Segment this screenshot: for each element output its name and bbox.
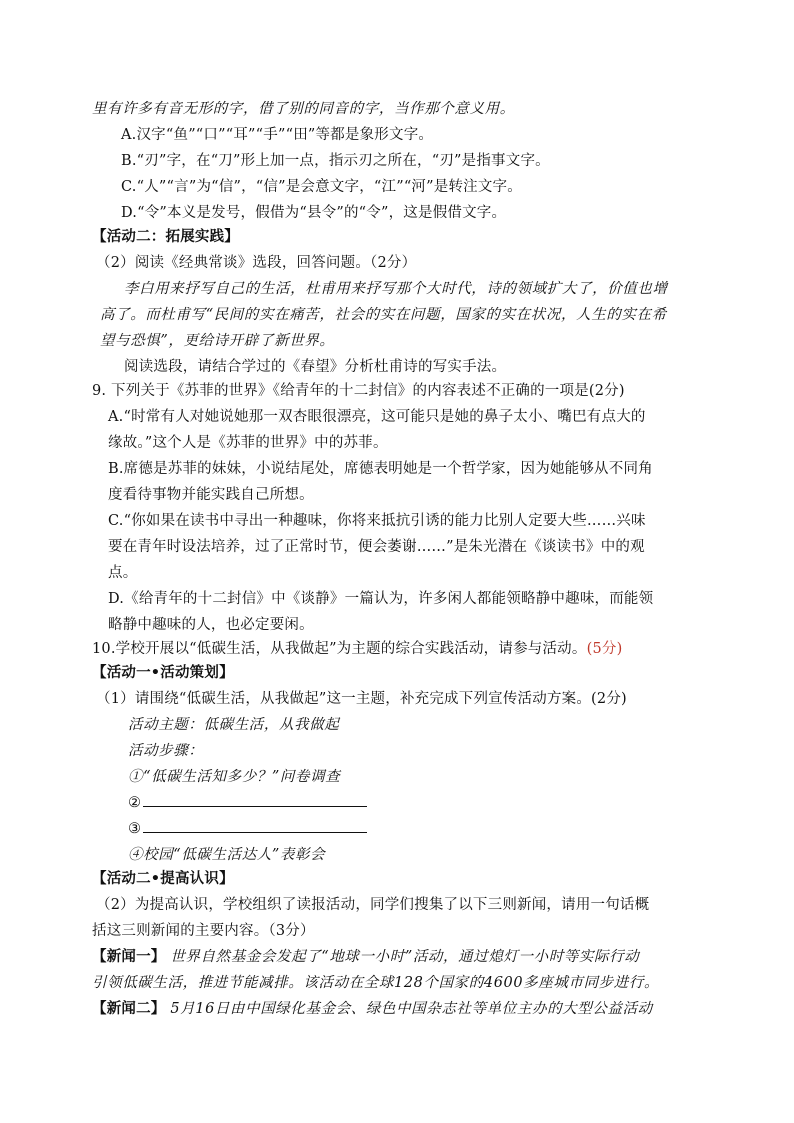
excerpt-line: 高了。而杜甫写“民间的实在痛苦，社会的实在问题，国家的实在状况，人生的实在希 xyxy=(100,307,667,323)
option-c: C.“人”“言”为“信”，“信”是会意文字，“江”“河”是转注文字。 xyxy=(121,179,522,195)
question-9-stem: 9. 下列关于《苏菲的世界》《给青年的十二封信》的内容表述不正确的一项是(2分) xyxy=(92,383,625,399)
activity-step-3: ③ xyxy=(0,818,794,840)
news-item-1-cont: 引领低碳生活，推进节能减排。该活动在全球128个国家的4600多座城市同步进行。 xyxy=(92,975,660,991)
q9-option-b-cont: 度看待事物并能实践自己所想。 xyxy=(108,487,314,503)
question-instruction: 阅读选段，请结合学过的《春望》分析杜甫诗的写实手法。 xyxy=(124,359,507,375)
section-heading: 【活动二：拓展实践】 xyxy=(92,229,239,245)
question-prompt-cont: 括这三则新闻的主要内容。（3分） xyxy=(92,923,315,939)
answer-blank[interactable] xyxy=(143,792,367,807)
option-b: B.“刃”字，在“刀”形上加一点，指示刃之所在，“刃”是指事文字。 xyxy=(121,153,550,169)
section-heading: 【活动二•提高认识】 xyxy=(92,871,234,887)
news-item-1: 【新闻一】 世界自然基金会发起了“地球一小时”活动，通过熄灯一小时等实际行动 xyxy=(92,949,640,965)
q9-option-d: D.《给青年的十二封信》中《谈静》一篇认为，许多闲人都能领略静中趣味，而能领 xyxy=(108,591,654,607)
q9-option-c-cont: 点。 xyxy=(108,565,138,581)
news-label: 【新闻二】 xyxy=(92,1001,166,1017)
option-d: D.“令”本义是发号，假借为“县令”的“令”，这是假借文字。 xyxy=(121,205,507,221)
q9-option-b: B.席德是苏菲的妹妹，小说结尾处，席德表明她是一个哲学家，因为她能够从不同角 xyxy=(108,461,653,477)
excerpt-line: 李白用来抒写自己的生活，杜甫用来抒写那个大时代，诗的领域扩大了，价值也增 xyxy=(124,281,668,297)
activity-step-1: ①“低碳生活知多少？”问卷调查 xyxy=(128,769,341,785)
q9-option-a: A.“时常有人对她说她那一双杏眼很漂亮，这可能只是她的鼻子太小、嘴巴有点大的 xyxy=(108,409,646,425)
news-item-2: 【新闻二】 5月16日由中国绿化基金会、绿色中国杂志社等单位主办的大型公益活动 xyxy=(92,1001,653,1017)
q9-option-a-cont: 缘故。”这个人是《苏菲的世界》中的苏菲。 xyxy=(108,435,388,451)
question-prompt: （2）为提高认识，学校组织了读报活动，同学们搜集了以下三则新闻，请用一句话概 xyxy=(96,897,650,913)
question-10-stem: 10.学校开展以“低碳生活，从我做起”为主题的综合实践活动，请参与活动。(5分) xyxy=(92,641,623,657)
answer-blank[interactable] xyxy=(143,818,367,833)
activity-theme: 活动主题：低碳生活，从我做起 xyxy=(128,717,340,733)
news-label: 【新闻一】 xyxy=(92,949,166,965)
excerpt-line: 望与恐惧”，更给诗开辟了新世界。 xyxy=(100,333,335,349)
q9-option-d-cont: 略静中趣味的人，也必定要闲。 xyxy=(108,617,314,633)
question-prompt: （1）请围绕“低碳生活，从我做起”这一主题，补充完成下列宣传活动方案。(2分) xyxy=(96,691,627,707)
score-label: (5分) xyxy=(586,641,623,657)
q9-option-c-cont: 要在青年时设法培养，过了正常时节，便会萎谢……”是朱光潜在《谈读书》中的观 xyxy=(108,539,645,555)
option-a: A.汉字“鱼”“口”“耳”“手”“田”等都是象形文字。 xyxy=(121,127,434,143)
activity-steps-label: 活动步骤： xyxy=(128,743,204,759)
text-line: 里有许多有音无形的字，借了别的同音的字，当作那个意义用。 xyxy=(92,101,515,117)
activity-step-2: ② xyxy=(0,792,794,814)
section-heading: 【活动一•活动策划】 xyxy=(92,665,234,681)
question-prompt: （2）阅读《经典常谈》选段，回答问题。（2分） xyxy=(96,255,417,271)
q9-option-c: C.“你如果在读书中寻出一种趣味，你将来抵抗引诱的能力比别人定要大些……兴味 xyxy=(108,513,646,529)
activity-step-4: ④校园“低碳生活达人”表彰会 xyxy=(128,847,326,863)
